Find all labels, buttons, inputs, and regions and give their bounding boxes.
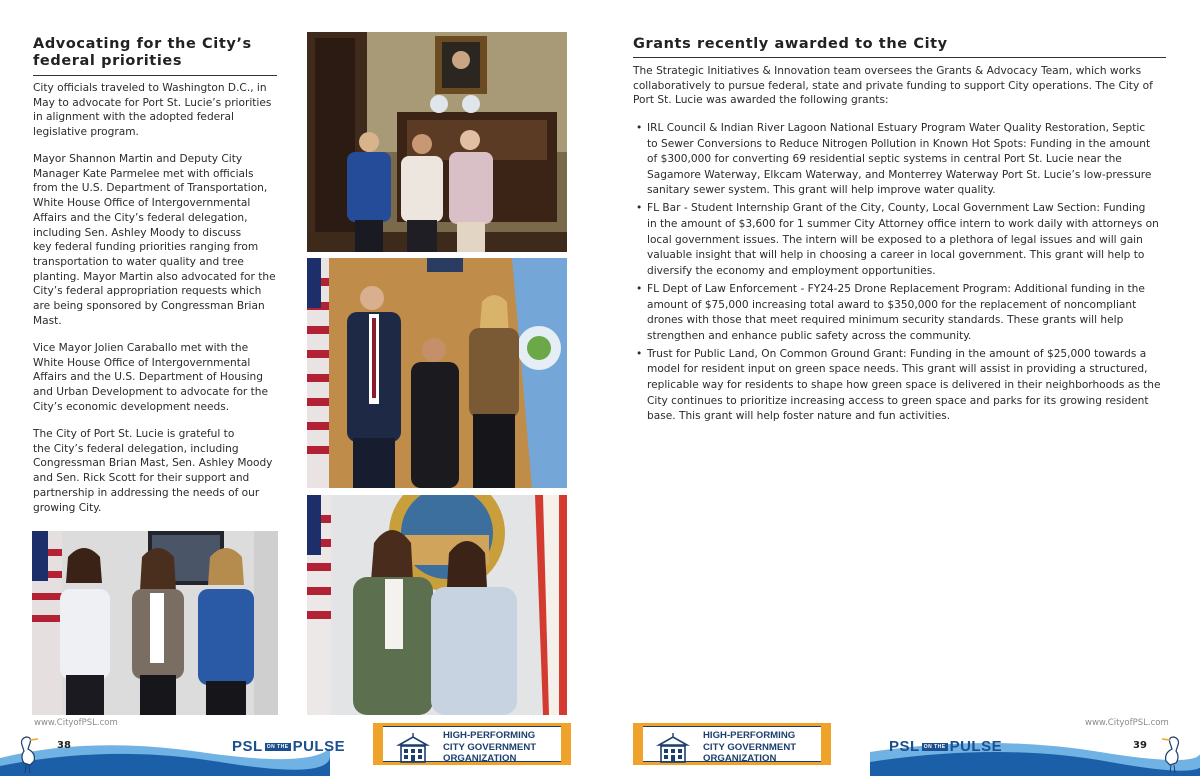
- text-line: sanitary sewer system. This grant will help improve water quality.: [647, 184, 996, 197]
- text-line: local government issues. The intern will be exposed to a plethora of legal issues and will gain: [647, 233, 1143, 246]
- text-line: valuable insight that will help in choosing a career in local government. This grant will help to: [647, 249, 1145, 262]
- text-line: key federal funding priorities ranging from: [33, 241, 259, 254]
- grant-item-fl-bar: [636, 201, 1166, 279]
- right-heading: Grants recently awarded to the City: [633, 36, 948, 52]
- hpo-badge-left: [373, 723, 571, 765]
- text-line: of $300,000 for converting 69 residential septic systems in central Port St. Lucie near the: [647, 153, 1122, 166]
- text-line: ORGANIZATION: [703, 753, 777, 764]
- grant-item-trust-public-land: [636, 347, 1166, 425]
- text-line: CITY GOVERNMENT: [703, 741, 797, 753]
- text-line: in the amount of $3,600 for 1 summer City Attorney office intern to work daily with attorneys on: [647, 218, 1159, 231]
- badge-panel: [383, 726, 561, 762]
- left-heading-rule: [33, 75, 277, 76]
- left-website-url[interactable]: www.CityofPSL.com: [34, 718, 118, 728]
- text-line: from the U.S. Department of Transportation,: [33, 182, 268, 195]
- grants-intro: [633, 64, 1173, 108]
- grant-item-irl-council: [636, 121, 1166, 199]
- left-heading-line-1: Advocating for the City’s: [33, 36, 252, 52]
- text-line: collaboratively to pursue federal, state and private funding to support City operations. The City of: [633, 79, 1153, 92]
- photo-vice-mayor: [32, 531, 278, 715]
- grants-list: [636, 121, 1166, 427]
- text-line: Sagamore Waterway, Elkcam Waterway, and Monterrey Waterway Port St. Lucie’s low-pressure: [647, 168, 1152, 181]
- text-line: planting. Mayor Martin also advocated for the: [33, 270, 276, 283]
- photo-delegation-office: [307, 32, 567, 252]
- text-line: model for resident input on green space needs. This grant will assist in providing a structured,: [647, 363, 1148, 376]
- text-line: May to advocate for Port St. Lucie’s priorities: [33, 96, 272, 109]
- text-line: City’s federal appropriation requests which: [33, 285, 262, 298]
- text-line: City’s economic development needs.: [33, 400, 230, 413]
- text-line: Manager Kate Parmelee met with officials: [33, 167, 254, 180]
- left-heading: [33, 36, 283, 70]
- text-line: Mayor Shannon Martin and Deputy City: [33, 153, 243, 165]
- text-line: drones with those that meet required minimum security standards. These grants will help: [647, 314, 1124, 327]
- badge-text: [443, 730, 536, 765]
- right-website-url[interactable]: www.CityofPSL.com: [1085, 718, 1169, 728]
- text-line: are being sponsored by Congressman Brian: [33, 300, 265, 313]
- left-heading-line-2: federal priorities: [33, 53, 183, 69]
- right-page-number: 39: [1133, 740, 1147, 751]
- text-line: Port St. Lucie was awarded the following grants:: [633, 94, 889, 107]
- text-line: HIGH-PERFORMING: [703, 730, 796, 741]
- photo-congressman-meeting: [307, 258, 567, 488]
- logo-text-psl: PSL: [232, 738, 263, 755]
- text-line: Affairs and the City’s federal delegation,: [33, 211, 248, 224]
- logo-text-pulse: PULSE: [292, 738, 346, 755]
- grant-item-fdle-drone: [636, 282, 1166, 344]
- logo-text-pulse: PULSE: [949, 738, 1003, 755]
- text-line: legislative program.: [33, 126, 139, 139]
- text-line: City officials traveled to Washington D.C., in: [33, 82, 267, 94]
- text-line: and Urban Development to advocate for the: [33, 386, 269, 399]
- psl-pulse-logo-left: [232, 738, 345, 755]
- heron-icon: [1160, 735, 1188, 773]
- text-line: ORGANIZATION: [443, 753, 517, 764]
- psl-pulse-logo-right: [889, 738, 1002, 755]
- text-line: Congressman Brian Mast, Sen. Ashley Moody: [33, 457, 273, 470]
- bullet-icon: •: [636, 122, 643, 134]
- text-line: growing City.: [33, 501, 102, 514]
- city-hall-icon: [655, 733, 691, 765]
- text-line: and Sen. Rick Scott for their support and: [33, 472, 250, 485]
- text-line: to Sewer Conversions to Reduce Nitrogen Pollution in Known Hot Spots: Funding in the amount: [647, 137, 1151, 150]
- photo-senator-meeting: [307, 495, 567, 715]
- text-line: HIGH-PERFORMING: [443, 730, 536, 741]
- text-line: replicable way for residents to shape how green space is delivered in their neighborhoods as the: [647, 379, 1161, 391]
- text-line: The City of Port St. Lucie is grateful to: [33, 428, 235, 440]
- text-line: FL Dept of Law Enforcement - FY24-25 Drone Replacement Program: Additional funding in the: [647, 282, 1145, 295]
- text-line: Trust for Public Land, On Common Ground Grant: Funding in the amount of $25,000 towards a: [647, 347, 1147, 360]
- text-line: diversify the economy and employment opportunities.: [647, 264, 936, 277]
- heron-icon: [12, 735, 40, 773]
- text-line: Affairs and the U.S. Department of Housing: [33, 371, 263, 384]
- logo-text-onthe: ON THE: [266, 744, 289, 751]
- bullet-icon: •: [636, 202, 643, 215]
- footer-wave: [0, 722, 1200, 776]
- text-line: base. This grant will help foster nature and fun activities.: [647, 410, 951, 423]
- right-heading-rule: [633, 57, 1166, 58]
- left-paragraph-3: [33, 341, 283, 415]
- text-line: amount of $75,000 increasing total award to $350,000 for the replacement of noncompliant: [647, 298, 1137, 311]
- text-line: Vice Mayor Jolien Caraballo met with the: [33, 342, 249, 354]
- text-line: in alignment with the adopted federal: [33, 111, 234, 124]
- text-line: City continues to prioritize increasing access to green space and parks for its growing resident: [647, 394, 1149, 407]
- text-line: strengthen and enhance public safety across the community.: [647, 329, 972, 342]
- badge-panel: [643, 726, 821, 762]
- text-line: the City’s federal delegation, including: [33, 442, 239, 455]
- bullet-icon: •: [636, 282, 643, 295]
- text-line: Mast.: [33, 314, 62, 327]
- text-line: White House Office of Intergovernmental: [33, 197, 251, 210]
- text-line: IRL Council & Indian River Lagoon National Estuary Program Water Quality Restoration, Septic: [647, 122, 1146, 134]
- text-line: including Sen. Ashley Moody to discuss: [33, 226, 242, 239]
- left-page-number: 38: [57, 740, 71, 751]
- text-line: partnership in addressing the needs of our: [33, 486, 260, 499]
- logo-text-onthe: ON THE: [923, 744, 946, 751]
- text-line: The Strategic Initiatives & Innovation team oversees the Grants & Advocacy Team, which works: [633, 65, 1142, 77]
- text-line: FL Bar - Student Internship Grant of the City, County, Local Government Law Section: Funding: [647, 202, 1146, 215]
- text-line: transportation to water quality and tree: [33, 255, 244, 268]
- hpo-badge-right: [633, 723, 831, 765]
- text-line: CITY GOVERNMENT: [443, 741, 537, 753]
- badge-text: [703, 730, 796, 765]
- bullet-icon: •: [636, 347, 643, 360]
- left-paragraph-4: [33, 427, 283, 515]
- left-paragraph-1: [33, 81, 283, 140]
- text-line: White House Office of Intergovernmental: [33, 356, 251, 369]
- city-hall-icon: [395, 733, 431, 765]
- logo-text-psl: PSL: [889, 738, 920, 755]
- left-paragraph-2: [33, 152, 283, 328]
